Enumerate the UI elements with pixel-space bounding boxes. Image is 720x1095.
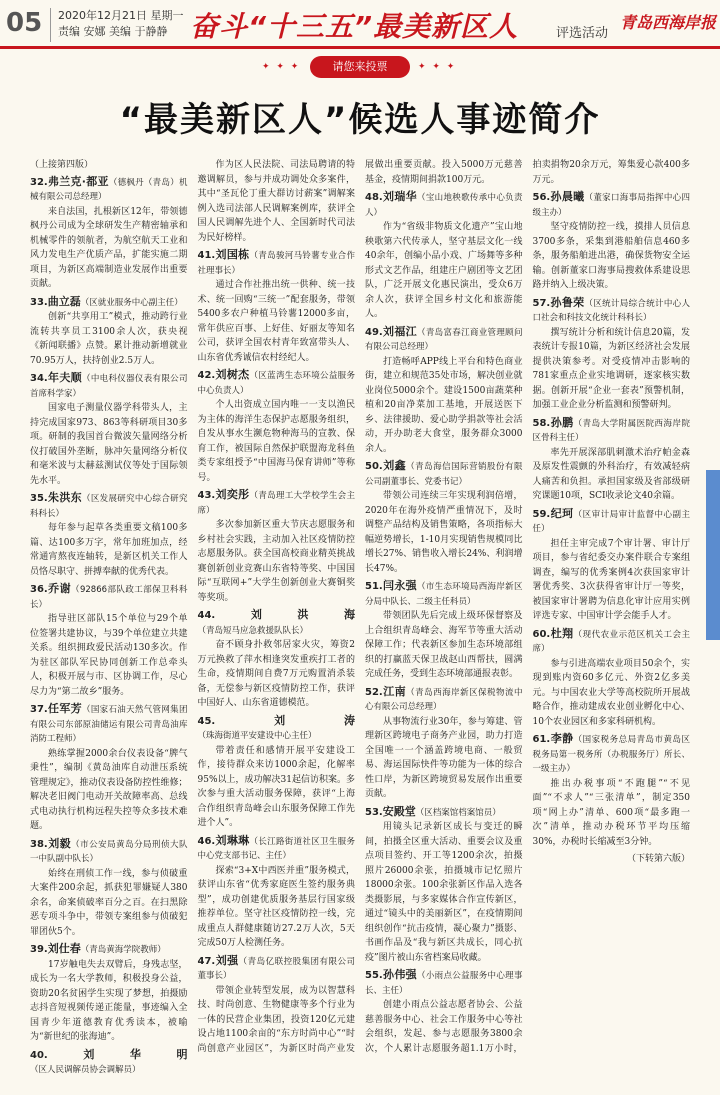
candidate-heading xyxy=(30,491,188,521)
candidate-heading xyxy=(198,368,356,398)
continued-from-note: （上接第四版） xyxy=(30,160,94,170)
candidate-entry xyxy=(30,295,188,369)
candidate-affiliation: （董家口海事局指挥中心四级主办） xyxy=(532,193,690,218)
candidate-heading xyxy=(533,507,691,537)
candidate-bio: 率先开展深部肌刺激术治疗帕金森及原发性震颤的外科治疗，有效减轻病人痛苦和负担。承担国家级及省部级研究课题10项，SCI收录论文40余篇。 xyxy=(532,447,690,501)
candidate-bio: 担任主审完成7个审计署、审计厅项目，参与省纪委交办案件联合专案组调查，编写的优秀案例4次获国家审计署优秀奖、3次获得省审计厅一等奖，被国家审计署聘为信息化审计应用实例评选专家、中国审计学会能手人才。 xyxy=(532,538,690,621)
candidate-affiliation: （青岛大学附属医院西海岸院区骨科主任） xyxy=(532,418,690,443)
campaign-banner: 奋斗“十三五”最美新区人 xyxy=(190,10,519,43)
candidate-number: 38. xyxy=(30,838,48,850)
candidate-affiliation: （青岛短马应急救援队队长） xyxy=(197,625,309,636)
candidate-entry xyxy=(365,325,523,457)
candidate-affiliation: （区档案馆档案馆员） xyxy=(415,807,501,818)
candidate-name: 曲立磊 xyxy=(47,294,81,308)
candidate-number: 44. xyxy=(197,610,216,621)
candidate-affiliation: （区发展研究中心综合研究科科长） xyxy=(30,494,188,519)
candidate-entry xyxy=(198,608,356,711)
candidate-name: 刘涛 xyxy=(215,713,355,727)
candidate-bio: 用镜头记录新区成长与变迁的瞬间，拍摄全区重大活动、重要会议及重点项目签约、开工等1200余次，拍摄照片26000余张，拍摄城市记忆照片18000余张。100余张新区作品入选各类摄影展，与多家媒体合作宣传新区，通过“镜头中的美丽新区”，在疫情期间组织创作“抗击疫情，凝心聚力”摄影、书画作品及“我与新区共成长，同心抗疫”图片被山东省档案局收藏。 xyxy=(365,822,523,963)
candidate-name: 任军芳 xyxy=(47,702,82,715)
candidate-heading xyxy=(198,608,356,638)
candidate-number: 57. xyxy=(532,297,551,309)
candidate-heading xyxy=(533,190,691,220)
candidate-bio: 带着责任和感情开展平安建设工作，接待群众来访1000余起，化解率95%以上，成功解决31起信访积案。多次参与重大活动服务保障，获评“上海合作组织青岛峰会山东服务保障工作先进个人”。 xyxy=(197,745,355,828)
candidate-number: 36. xyxy=(30,584,48,595)
candidate-heading xyxy=(198,248,356,278)
candidate-affiliation: （青岛理工大学校学生会主席） xyxy=(197,491,355,516)
candidate-number: 60. xyxy=(532,628,551,640)
candidate-name: 刘树杰 xyxy=(215,368,250,381)
candidate-number: 39. xyxy=(30,944,48,955)
candidate-entry xyxy=(30,837,188,940)
editor-credits: 责编 安娜 美编 于静静 xyxy=(58,25,168,38)
candidate-number: 45. xyxy=(197,715,216,727)
candidate-affiliation: （市生态环境局西海岸新区分局中队长、二级主任科员） xyxy=(365,582,523,607)
candidate-entry xyxy=(533,416,691,504)
candidate-number: 37. xyxy=(30,704,48,715)
candidate-bio: 探索“3+X中西医并重”服务模式，获评山东省“优秀家庭医生签约服务典型”，成功创建优质服务基层行国家级推荐单位。坚守社区疫情防控一线，完成重点人群健康随访27.2万人次，5天完成50万人检测任务。 xyxy=(197,865,355,948)
candidate-entry xyxy=(198,368,356,485)
candidate-number: 48. xyxy=(365,192,383,203)
campaign-banner-suffix: 评选活动 xyxy=(556,26,609,41)
newspaper-logo: 青岛西海岸报 xyxy=(620,13,717,32)
candidate-number: 52. xyxy=(365,686,383,698)
candidate-affiliation: （宝山地秧歌传承中心负责人） xyxy=(365,193,523,218)
candidate-entry xyxy=(533,507,691,624)
candidate-number: 42. xyxy=(197,370,216,381)
candidate-bio: 参与引进高端农业项目50余个，实现到账内资60多亿元、外资2亿多美元。与中国农业大学等高校院所开展战略合作，推动建成农业创业孵化中心、10个农业园区和多家科研机构。 xyxy=(532,658,690,727)
candidate-bio: 熟练掌握2000余台仪表设备“脾气秉性”，编制《黄岛油库自动泄压系统管理规定》，推动仪表设备防控性维修；解决老旧阀门电动开关故障率高、总线式电动执行机构远程失控等众多技术难题。 xyxy=(30,748,188,831)
candidate-name: 李静 xyxy=(550,732,574,745)
candidate-name: 江南 xyxy=(382,684,407,698)
candidate-entry xyxy=(533,627,691,730)
candidate-name: 闫永强 xyxy=(382,579,417,592)
candidate-heading xyxy=(365,685,523,715)
candidate-heading xyxy=(30,942,188,958)
candidate-entry xyxy=(30,702,188,834)
candidate-name: 刘洪海 xyxy=(215,608,355,621)
candidate-name: 孙伟强 xyxy=(382,968,417,981)
candidate-bio: 打造畅呼APP线上平台和特色商业街，建立和规范35处市场，解决创业就业岗位5000余个。建设1500亩蔬菜种植和20亩净菜加工基地，开展送医下乡、法律援助、爱心助学捐款等社会活动，开办助老大食堂，服务群众3000余人。 xyxy=(365,356,523,454)
candidate-heading xyxy=(198,488,356,518)
candidate-affiliation: （珠海街道平安建设中心主任） xyxy=(197,731,317,741)
candidate-name: 刘毅 xyxy=(47,836,72,850)
candidate-heading xyxy=(365,459,523,489)
candidate-heading xyxy=(30,837,188,867)
candidate-number: 35. xyxy=(30,493,48,504)
candidate-name: 刘仕春 xyxy=(47,942,81,955)
page-header xyxy=(0,0,720,48)
candidate-heading xyxy=(365,190,523,220)
candidate-number: 58. xyxy=(532,417,551,429)
candidate-number: 47. xyxy=(197,955,216,967)
candidate-bio: 创建小雨点公益志愿者协会、公益慈善服务中心、社会工作服务中心等社会组织，发起、参与志愿服务3800余次，个人累计志愿服务超1.1万小时，拍卖捐物20余万元，筹集爱心款400多万元。 xyxy=(365,160,690,1054)
candidate-bio: 带领企业转型发展，成为以智慧科技、时尚创意、生物健康等多个行业为一体的民营企业集团，投资120亿元建设占地1100余亩的“东方时尚中心”“时尚创意产业园区”，为新区时尚产业发展做出重要贡献。投入5000万元慈善基金，疫情期间捐款100万元。 xyxy=(197,160,523,1054)
candidate-heading xyxy=(30,582,188,612)
vote-button[interactable]: 请您来投票 xyxy=(310,56,410,78)
page-number: 05 xyxy=(6,8,43,38)
header-divider xyxy=(50,8,51,42)
candidate-number: 51. xyxy=(365,581,383,592)
candidate-heading xyxy=(198,954,356,984)
candidate-name: 刘奕彤 xyxy=(215,488,250,501)
candidate-name: 弗兰克·都亚 xyxy=(47,174,109,188)
candidate-affiliation: （92866部队政工部保卫科科长） xyxy=(30,585,188,610)
candidate-name: 纪珂 xyxy=(550,506,574,520)
candidate-name: 刘华明 xyxy=(47,1047,188,1061)
candidate-bio: 指导驻区部队15个单位与29个单位签署共建协议，与39个单位建立共建关系。组织拥政爱民活动130多次。作为驻区部队军民协同创新工作总牵头人，积极开展与市、区协调工作，尽心尽力为“第二故乡”服务。 xyxy=(30,614,188,697)
candidate-affiliation: （青岛骏河马铃薯专业合作社理事长） xyxy=(197,251,355,276)
candidate-entry xyxy=(198,488,356,605)
candidate-affiliation: （市公安局黄岛分局刑侦大队一中队副中队长） xyxy=(30,839,188,864)
candidate-affiliation: （区审计局审计监督中心副主任） xyxy=(532,509,690,534)
candidate-name: 刘国栋 xyxy=(215,248,250,261)
candidate-name: 刘鑫 xyxy=(382,459,407,472)
vote-decoration-right-icon: ✦ ✦ ✦ xyxy=(418,62,457,72)
candidate-number: 59. xyxy=(532,508,551,520)
candidate-affiliation: （青岛亿联控股集团有限公司董事长） xyxy=(197,956,355,981)
candidate-entry xyxy=(30,491,188,579)
candidate-name: 安殿堂 xyxy=(382,804,416,818)
candidate-name: 刘福江 xyxy=(382,324,417,338)
candidate-heading xyxy=(365,579,523,609)
candidate-name: 孙鲁荣 xyxy=(550,295,585,309)
candidate-entry xyxy=(533,190,691,293)
candidate-bio: 每年参与起草各类重要文稿100多篇、达100多万字，常年加班加点，经常通宵熬夜连轴转，是新区机关工作人员恪尽职守、拼搏奉献的优秀代表。 xyxy=(30,523,188,577)
side-tab xyxy=(706,470,720,640)
candidate-heading xyxy=(30,702,188,747)
candidate-bio: 创新“共享用工”模式，推动跨行业流转共享员工3100余人次，获央视《新闻联播》点赞。累计推动新增就业70.95万人，扶持创业2.5万人。 xyxy=(30,312,188,366)
candidate-bio: 始终在刑侦工作一线，参与侦破重大案件200余起，抓获犯罪嫌疑人380余名，命案侦破率百分之百。在扫黑除恶专项斗争中，带领专案组参与侦破犯罪团伙5个。 xyxy=(30,868,188,937)
issue-date: 2020年12月21日 星期一 xyxy=(58,9,184,22)
candidate-entry xyxy=(365,579,523,682)
candidate-heading xyxy=(30,371,188,401)
candidate-affiliation: （青岛黄海学院教师） xyxy=(80,945,166,955)
candidate-heading xyxy=(365,325,523,355)
candidate-name: 刘琳琳 xyxy=(215,833,250,847)
candidate-heading xyxy=(533,732,691,777)
candidate-bio: 从事物流行业30年，参与筹建、管理新区跨境电子商务产业园，助力打造全国唯一一个涵盖跨境电商、一般贸易、海运国际快件等功能为一体的综合性口岸，为新区跨境贸易发展作出重要贡献。 xyxy=(365,716,523,799)
candidate-number: 56. xyxy=(532,192,551,203)
continued-to-note: （下转第六版） xyxy=(626,854,690,864)
candidate-name: 刘强 xyxy=(215,953,239,967)
candidate-heading xyxy=(533,416,691,446)
candidate-bio: 奋不顾身扑救邻居家火灾，筹资2万元换救了萍水相逢突发重疾打工者的生命，疫情期间自费7万元购置消杀装备，无偿参与新区疫情防控工作，获评中国好人、山东省道德模范。 xyxy=(197,640,355,708)
candidate-number: 50. xyxy=(365,461,383,472)
candidate-bio: 国家电子测量仪器学科带头人，主持完成国家973、863等科研项目30多项。研制的我国首台微波矢量网络分析仪打破国外垄断，脉冲矢量网络分析仪和毫米波与太赫兹测试仪等处于国际领先水平。 xyxy=(30,403,188,486)
candidate-bio: 通过合作社推出统一供种、统一技术、统一回购“三统一”配套服务，带领5400多农户种植马铃薯12000多亩，常年供应百事、上好佳、好丽友等知名公司，获评全国农村青年致富带头人、山东省优秀诚信农村经纪人。 xyxy=(197,280,355,363)
candidate-affiliation: （长江路街道社区卫生服务中心党支部书记、主任） xyxy=(197,836,355,861)
candidate-number: 53. xyxy=(365,806,383,818)
candidate-number: 33. xyxy=(30,296,48,308)
candidate-affiliation: （中电科仪器仪表有限公司首席科学家） xyxy=(30,374,188,399)
candidate-number: 61. xyxy=(532,734,551,745)
candidate-affiliation: （区蓝湾生态环境公益服务中心负责人） xyxy=(197,371,355,396)
candidate-heading xyxy=(365,968,523,998)
candidate-entry xyxy=(365,459,523,576)
candidate-bio: 带领团队先后完成上级环保督察及上合组织青岛峰会、海军节等重大活动保障工作；代表新区参加生态环境部组织的打赢蓝天保卫战赵山西帮扶，圆满完成任务，受到生态环境部通报表彰。 xyxy=(365,611,523,679)
candidate-number: 46. xyxy=(197,835,216,847)
candidate-affiliation: （青岛西海岸新区保税物流中心有限公司总经理） xyxy=(365,687,523,712)
candidate-heading xyxy=(533,627,691,657)
candidate-entry xyxy=(198,248,356,365)
candidate-entry xyxy=(365,805,523,966)
dateline xyxy=(58,8,184,40)
candidate-bio: 带领公司连续三年实现利润倍增，2020年在海外疫情严重情况下，及时调整产品结构及销售策略，各项指标大幅逆势增长，1-10月实现销售规模同比增长27%、销售收入增长24%、利润增长47%。 xyxy=(365,491,523,574)
candidate-number: 41. xyxy=(197,250,216,261)
candidate-affiliation: （国家石油天然气管网集团有限公司东部原油储运有限公司青岛油库消防工程师） xyxy=(30,705,188,744)
candidate-list xyxy=(30,158,690,1083)
candidate-name: 孙鹏 xyxy=(550,415,574,429)
page-title: “最美新区人”候选人事迹简介 xyxy=(119,100,601,140)
candidate-number: 55. xyxy=(365,970,383,981)
vote-decoration-left-icon: ✦ ✦ ✦ xyxy=(262,62,301,72)
candidate-heading xyxy=(198,834,356,864)
candidate-bio: 个人出资成立国内唯一一支以渔民为主体的海洋生态保护志愿服务组织，自发从事水生濒危物种海马的宣教、保育工作，被国际自然保护联盟海龙科鱼类专家组授予“中国海马保育讲师”等称号。 xyxy=(197,400,355,483)
candidate-heading xyxy=(30,175,188,205)
candidate-bio: 作为区人民法院、司法局聘请的特邀调解员，参与并成功调处众多案件，其中“圣瓦伦丁重大群访讨薪案”调解案例入选司法部人民调解案例库，获评全国人民调解先进个人、全国新时代司法为民好榜样。 xyxy=(197,160,355,243)
candidate-bio: 推出办税事项“不跑腿”“不见面”“不求人”“三张清单”，制定350项“网上办”清单、600项“最多跑一次”清单，推动办税环节平均压缩30%，办税时长缩减至3分钟。 xyxy=(532,778,690,847)
candidate-affiliation: （小雨点公益服务中心理事长、主任） xyxy=(365,971,523,996)
candidate-affiliation: （德枫丹（青岛）机械有限公司总经理） xyxy=(30,177,188,202)
candidate-heading xyxy=(533,296,691,326)
candidate-bio: 坚守疫情防控一线，摸排人员信息3700多条，采集到港船舶信息460多条，服务船舶进出港，确保货物安全运输。创新董家口海事局搜救体系建设思路并纳入上级决策。 xyxy=(532,222,690,290)
candidate-entry xyxy=(30,371,188,488)
candidate-entry xyxy=(198,834,356,951)
candidate-affiliation: （国家税务总局青岛市黄岛区税务局第一税务所（办税服务厅）所长、一级主办） xyxy=(532,735,690,774)
candidate-bio: 多次参加新区重大节庆志愿服务和乡村社会实践，主动加入社区疫情防控志愿服务队。获全国高校商业精英挑战赛创新创业竞赛山东省特等奖、中国国际“互联网+”大学生创新创业大赛铜奖等奖项。 xyxy=(197,520,355,603)
candidate-entry xyxy=(198,714,356,831)
candidate-name: 乔谢 xyxy=(47,582,72,595)
candidate-name: 孙晨曦 xyxy=(550,190,585,203)
candidate-number: 34. xyxy=(30,373,48,384)
candidate-entry xyxy=(365,190,523,322)
candidate-number: 43. xyxy=(197,490,216,501)
candidate-affiliation: （青岛富春江商业管理顾问有限公司总经理） xyxy=(365,327,523,352)
candidate-entry xyxy=(30,942,188,1045)
candidate-entry xyxy=(365,685,523,802)
candidate-number: 40. xyxy=(30,1049,48,1061)
candidate-number: 32. xyxy=(30,176,48,188)
candidate-name: 年夫顺 xyxy=(47,371,82,384)
candidate-heading xyxy=(365,805,523,821)
candidate-heading xyxy=(198,714,356,744)
candidate-number: 49. xyxy=(365,326,383,338)
candidate-bio: 17岁触电失去双臂后，身残志坚，成长为一名大学教师，积极投身公益，资助20名贫困学生实现了梦想，拍摄励志抖音短视频传递正能量，事迹编入全国青少年道德教育优秀读本，被喻为“新世纪的张海迪”。 xyxy=(30,959,188,1042)
candidate-affiliation: （区统计局综合统计中心人口社会和科技文化统计科科长） xyxy=(532,298,690,323)
candidate-name: 朱洪东 xyxy=(47,491,82,504)
candidate-name: 杜翔 xyxy=(550,626,574,640)
candidate-heading xyxy=(30,295,188,311)
header-rule xyxy=(0,46,720,49)
candidate-affiliation: （青岛海信国际营销股份有限公司副董事长、党委书记） xyxy=(365,462,523,487)
candidate-entry xyxy=(30,175,188,292)
candidate-bio: 来自法国，扎根新区12年，带领德枫丹公司成为全球研发生产精密轴承和机械零件的领航者，为航空航天工业和风力发电生产优质产品，扩能实施二期项目，为新区高端制造业发展作出重要贡献。 xyxy=(30,206,188,289)
candidate-entry xyxy=(30,582,188,699)
candidate-affiliation: （区就业服务中心副主任） xyxy=(80,297,183,308)
candidate-entry xyxy=(533,732,691,849)
candidate-affiliation: （现代农业示范区机关工会主席） xyxy=(532,629,690,654)
candidate-heading xyxy=(30,1048,188,1078)
candidate-name: 刘瑞华 xyxy=(382,190,417,203)
candidate-bio: 撰写统计分析和统计信息20篇，发表统计专报10篇，为新区经济社会发展提供决策参考。对受疫情冲击影响的781家重点企业实地调研，逐家核实数据。创新开展“企业一套表”预警机制，加强工业企业分析监测和预警研判。 xyxy=(532,327,690,410)
candidate-affiliation: （区人民调解员协会调解员） xyxy=(30,1065,141,1075)
candidate-entry xyxy=(533,296,691,413)
candidate-bio: 作为“省级非物质文化遗产”宝山地秧歌第六代传承人，坚守基层文化一线40余年，创编小品小戏、广场舞等多种形式文艺作品，组建庄户剧团等文艺团队，广泛开展文化惠民演出，受众6万余人次，获评全国乡村文化和旅游能人。 xyxy=(365,222,523,319)
